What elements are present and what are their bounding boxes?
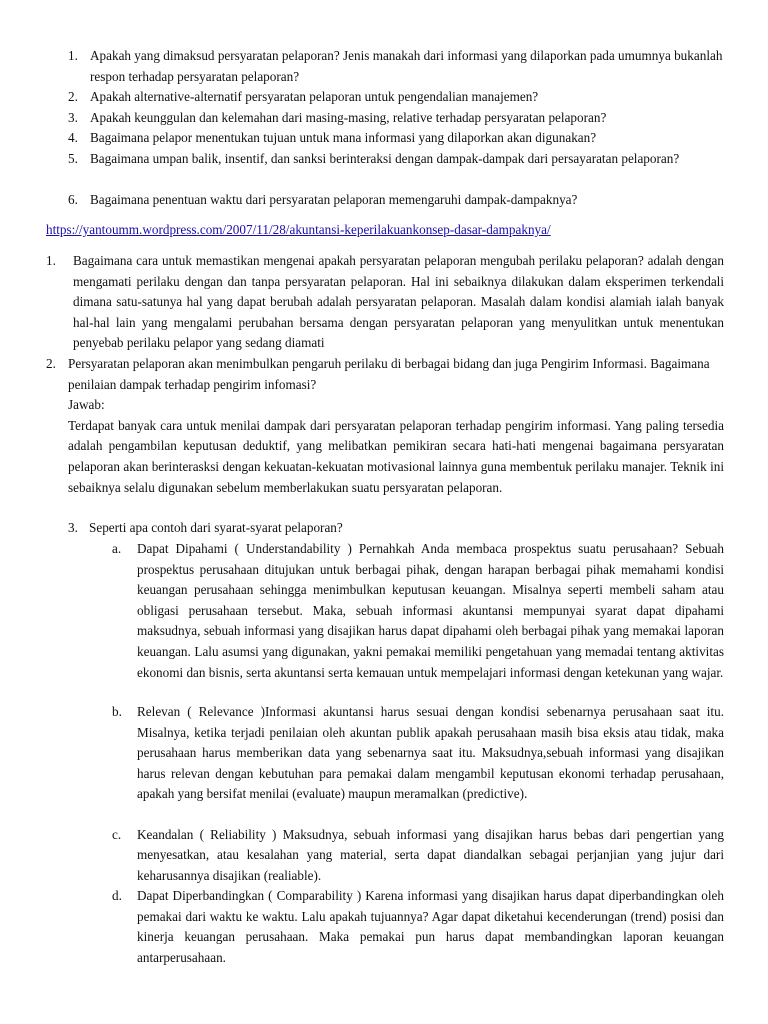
list-item	[68, 46, 733, 87]
sub-text: Dapat Dipahami ( Understandability ) Pernahkah Anda membaca prospektus suatu perusahaan? Sebuah prospektus perusahaan ditujukan untuk berbagai pihak, dengan harapan berbagai pihak memahami kondisi keuangan perusahaan sehingga menimbulkan keputusan keuangan. Misalnya seperti membeli saham atau obligasi perusahaan tersebut. Maka, sebuah informasi akuntansi mempunyai syarat dapat dipahami maksudnya, sebuah informasi yang disajikan harus dapat dipahami oleh berbagai pihak yang memakai laporan keuangan. Lalu asumsi yang digunakan, yakni pemakai memiliki pengetahuan yang memadai tentang aktivitas ekonomi dan bisnis, serta akuntansi serta kemauan untuk mempelajari informasi dengan ketekunan yang wajar.	[137, 541, 724, 680]
sub-letter: b.	[112, 704, 122, 719]
sub-text: Keandalan ( Reliability ) Maksudnya, sebuah informasi yang disajikan harus bebas dari pengertian yang menyesatkan, atau kesalahan yang material, serta dapat diandalkan sebagai perjanjian yang jujur dari keharusannya disajikan (realiable).	[137, 826, 724, 883]
answer-2-question: Persyaratan pelaporan akan menimbulkan pengaruh perilaku di berbagai bidang dan juga Pengirim Informasi. Bagaimana penilaian dampak terhadap pengirim infomasi?	[68, 356, 710, 392]
list-number: 3.	[68, 109, 78, 125]
answer-1	[46, 251, 724, 354]
list-text: Bagaimana pelapor menentukan tujuan untuk mana informasi yang dilaporkan akan digunakan?	[90, 130, 597, 146]
answer-2-jawab-label: Jawab:	[68, 397, 105, 413]
source-link-line	[46, 220, 746, 241]
answer-2	[46, 354, 724, 498]
sub-letter: c.	[112, 826, 122, 842]
list-text: Bagaimana umpan balik, insentif, dan sanksi berinteraksi dengan dampak-dampak dari persayaratan pelaporan?	[90, 150, 680, 166]
list-number: 6.	[68, 191, 78, 207]
answer-2-text: Terdapat banyak cara untuk menilai dampak dari persyaratan pelaporan terhadap pengirim informasi. Yang paling tersedia adalah pengambilan keputusan deduktif, yang melibatkan pemikiran secara hati-hati mengenai bagaimana persyaratan pelaporan akan berinterasksi dengan kekuatan-kekuatan motivasional lainnya guna membentuk perilaku manajer. Teknik ini sebaiknya selalu digunakan sebelum memberlakukan suatu persyaratan pelaporan.	[68, 417, 724, 495]
sub-item-reliability	[112, 825, 724, 887]
list-item	[68, 108, 733, 129]
sub-letter: d.	[112, 888, 122, 904]
answer-3-question: Seperti apa contoh dari syarat-syarat pelaporan?	[89, 520, 343, 535]
list-text: Bagaimana penentuan waktu dari persyaratan pelaporan memengaruhi dampak-dampaknya?	[90, 191, 578, 207]
list-number: 2.	[68, 89, 78, 104]
list-number: 4.	[68, 130, 78, 146]
list-text: Apakah keunggulan dan kelemahan dari masing-masing, relative terhadap persyaratan pelaporan?	[90, 109, 607, 125]
question-list	[68, 46, 733, 210]
sub-item-relevance	[112, 702, 724, 825]
list-item	[68, 149, 733, 190]
sub-text: Dapat Diperbandingkan ( Comparability ) Karena informasi yang disajikan harus dapat diperbandingkan oleh pemakai dari waktu ke waktu. Lalu apakah tujuannya? Agar dapat diketahui kecenderungan (trend) posisi dan kinerja keuangan perusahaan. Maka pemakai pun harus dapat membandingkan laporan keuangan antarperusahaan.	[137, 888, 724, 965]
list-item	[68, 87, 733, 108]
sub-item-understandability	[112, 539, 724, 702]
sub-letter: a.	[112, 541, 122, 556]
list-text: Apakah alternative-alternatif persyaratan pelaporan untuk pengendalian manajemen?	[90, 89, 539, 104]
sub-text: Relevan ( Relevance )Informasi akuntansi harus sesuai dengan kondisi sebenarnya perusahaan saat itu. Misalnya, ketika terjadi penilaian oleh akuntan publik apakah perusahaan masih bisa eksis atau tidak, maka perusahaan harus memberikan data yang sebenarnya saat itu. Maksudnya,sebuah informasi yang disajikan harus relevan dengan kebutuhan para pemakai dalam mengambil keputusan ekonomi terhadap perusahaan, apakah yang bersifat menilai (evaluate) maupun meramalkan (predictive).	[137, 704, 724, 802]
answer-1-text: Bagaimana cara untuk memastikan mengenai apakah persyaratan pelaporan mengubah perilaku pelaporan? adalah dengan mengamati perilaku dengan dan tanpa persyaratan pelaporan. Hal ini sebaiknya dilakukan dalam eksperimen terkendali dimana satu-satunya hal yang dapat berubah adalah persyaratan pelaporan. Masalah dalam kondisi alamiah ialah banyak hal-hal lain yang mengalami perubahan bersama dengan persyaratan pelaporan yang menyulitkan untuk menentukan penyebab perilaku pelapor yang sedang diamati	[73, 253, 724, 351]
source-link[interactable]: https://yantoumm.wordpress.com/2007/11/28/akuntansi-keperilakuankonsep-dasar-dampaknya/	[46, 222, 551, 237]
list-number: 2.	[46, 356, 56, 371]
list-item	[68, 190, 733, 211]
answer-3	[68, 518, 724, 539]
list-number: 1.	[68, 48, 78, 63]
list-number: 3.	[68, 520, 78, 535]
list-item	[68, 128, 733, 149]
sub-list	[112, 539, 724, 969]
sub-item-comparability	[112, 886, 724, 968]
list-number: 1.	[46, 253, 56, 268]
list-number: 5.	[68, 150, 78, 166]
list-text: Apakah yang dimaksud persyaratan pelaporan? Jenis manakah dari informasi yang dilaporkan pada umumnya bukanlah respon terhadap persyaratan pelaporan?	[90, 48, 723, 84]
